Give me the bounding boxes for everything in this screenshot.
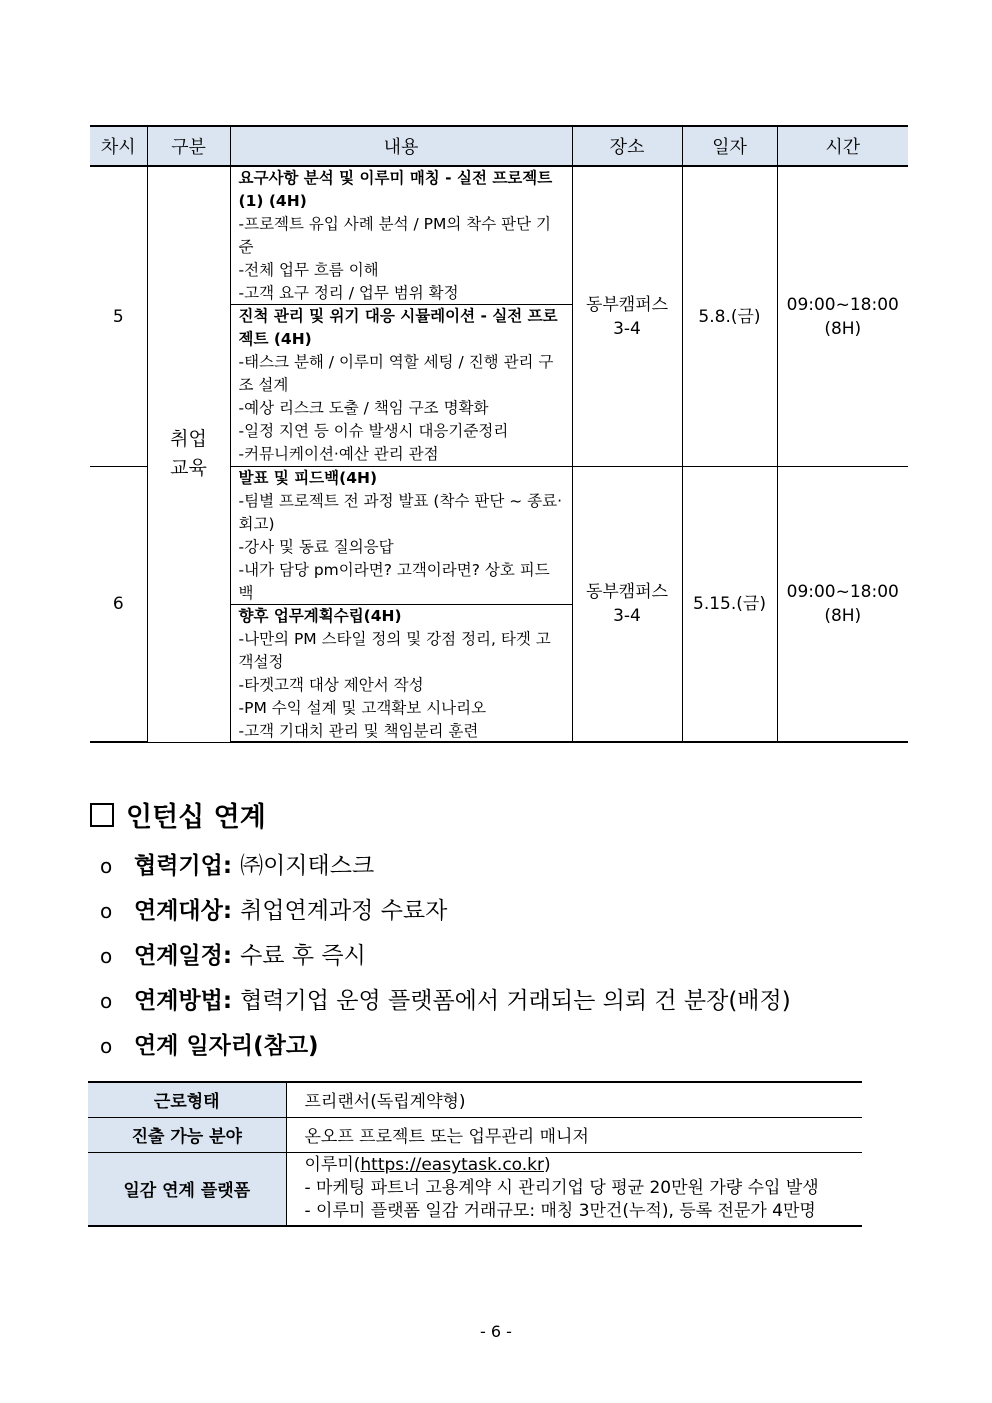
intern-row-value: 온오프 프로젝트 또는 업무관리 매니저: [286, 1117, 862, 1152]
section-title-text: 인턴십 연계: [126, 802, 266, 833]
platform-name: 이루미(: [304, 1155, 361, 1176]
circle-bullet-icon: o: [100, 899, 113, 923]
circle-bullet-icon: o: [100, 944, 113, 968]
page-number: - 6 -: [480, 1322, 512, 1341]
header-time: 시간: [777, 126, 908, 166]
block-line: -고객 기대치 관리 및 책임분리 훈련: [238, 722, 479, 740]
session-content: [230, 166, 572, 467]
intern-row: [88, 1082, 862, 1117]
bullet-label: 연계일정: [134, 943, 223, 969]
intern-row-label: 진출 가능 분야: [88, 1117, 286, 1152]
session-date: 5.8.(금): [682, 166, 777, 467]
bullet-label: 연계 일자리(참고): [134, 1033, 319, 1059]
block-line: -예상 리스크 도출 / 책임 구조 명확화: [238, 399, 489, 417]
session-date: 5.15.(금): [682, 467, 777, 743]
circle-bullet-icon: o: [100, 989, 113, 1013]
block-line: -태스크 분해 / 이루미 역할 세팅 / 진행 관리 구조 설계: [238, 353, 554, 394]
bullet-item: [100, 938, 791, 983]
block-line: -타겟고객 대상 제안서 작성: [238, 676, 424, 694]
bullet-value: 협력기업 운영 플랫폼에서 거래되는 의뢰 건 분장(배정): [240, 988, 791, 1014]
platform-details: [286, 1152, 862, 1226]
block-line: -PM 수익 설계 및 고객확보 시나리오: [238, 699, 487, 717]
header-category: 구분: [147, 126, 230, 166]
session-row-5: [90, 166, 908, 467]
content-block: [231, 304, 572, 466]
block-line: -일정 지연 등 이슈 발생시 대응기준정리: [238, 422, 509, 440]
intern-row-label: 일감 연계 플랫폼: [88, 1152, 286, 1226]
internship-bullet-list: [100, 848, 791, 1073]
block-line: -전체 업무 흐름 이해: [238, 261, 379, 279]
section-title: [90, 798, 266, 838]
circle-bullet-icon: o: [100, 1034, 113, 1058]
content-block: [231, 167, 572, 304]
block-title: 요구사항 분석 및 이루미 매칭 - 실전 프로젝트 (1) (4H): [238, 169, 553, 210]
session-number: 6: [90, 467, 147, 743]
bullet-value: ㈜이지태스크: [240, 853, 375, 879]
intern-row: [88, 1117, 862, 1152]
block-line: -강사 및 동료 질의응답: [238, 538, 394, 556]
platform-name-line: [305, 1154, 863, 1177]
header-session: 차시: [90, 126, 147, 166]
bullet-item: [100, 893, 791, 938]
block-line: -나만의 PM 스타일 정의 및 강점 정리, 타겟 고객설정: [238, 630, 551, 671]
session-place: 동부캠퍼스 3-4: [572, 166, 682, 467]
session-number: 5: [90, 166, 147, 467]
platform-line: - 이루미 플랫폼 일감 거래규모: 매칭 3만건(누적), 등록 전문가 4만명: [304, 1201, 816, 1222]
bullet-colon: :: [222, 988, 241, 1014]
checkbox-square-icon: [90, 803, 114, 827]
block-line: -커뮤니케이션·예산 관리 관점: [238, 445, 439, 463]
block-line: -프로젝트 유입 사례 분석 / PM의 착수 판단 기준: [238, 215, 552, 256]
circle-bullet-icon: o: [100, 854, 113, 878]
platform-line: - 마케팅 파트너 고용계약 시 관리기업 당 평균 20만원 가량 수입 발생: [304, 1178, 819, 1199]
bullet-item: [100, 983, 791, 1028]
block-line: -내가 담당 pm이라면? 고객이라면? 상호 피드백: [238, 561, 550, 602]
block-line: -팀별 프로젝트 전 과정 발표 (착수 판단 ~ 종료·회고): [238, 492, 563, 533]
platform-paren: ): [544, 1155, 551, 1176]
bullet-colon: :: [222, 943, 241, 969]
schedule-header-row: [90, 126, 908, 166]
intern-row-value: 프리랜서(독립계약형): [286, 1082, 862, 1117]
platform-link[interactable]: https://easytask.co.kr: [360, 1155, 545, 1176]
block-title: 진척 관리 및 위기 대응 시뮬레이션 - 실전 프로젝트 (4H): [238, 307, 558, 348]
bullet-label: 연계방법: [134, 988, 223, 1014]
bullet-value: 취업연계과정 수료자: [240, 898, 448, 924]
session-time: 09:00~18:00 (8H): [777, 467, 908, 743]
block-title: 향후 업무계획수립(4H): [238, 607, 402, 625]
session-content: [230, 467, 572, 743]
bullet-colon: :: [222, 898, 241, 924]
block-title: 발표 및 피드백(4H): [238, 469, 378, 487]
session-time: 09:00~18:00 (8H): [777, 166, 908, 467]
content-block: [231, 467, 572, 604]
bullet-item: [100, 848, 791, 893]
header-date: 일자: [682, 126, 777, 166]
session-place: 동부캠퍼스 3-4: [572, 467, 682, 743]
header-content: 내용: [230, 126, 572, 166]
bullet-label: 협력기업: [134, 853, 223, 879]
schedule-table: [90, 125, 908, 743]
intern-row-platform: [88, 1152, 862, 1226]
header-place: 장소: [572, 126, 682, 166]
content-block: [231, 604, 572, 741]
bullet-value: 수료 후 즉시: [240, 943, 366, 969]
bullet-label: 연계대상: [134, 898, 223, 924]
bullet-colon: :: [222, 853, 241, 879]
intern-row-label: 근로형태: [88, 1082, 286, 1117]
category-cell: 취업 교육: [147, 166, 230, 742]
internship-table: [88, 1081, 862, 1227]
block-line: -고객 요구 정리 / 업무 범위 확정: [238, 284, 459, 302]
bullet-item: [100, 1028, 791, 1073]
